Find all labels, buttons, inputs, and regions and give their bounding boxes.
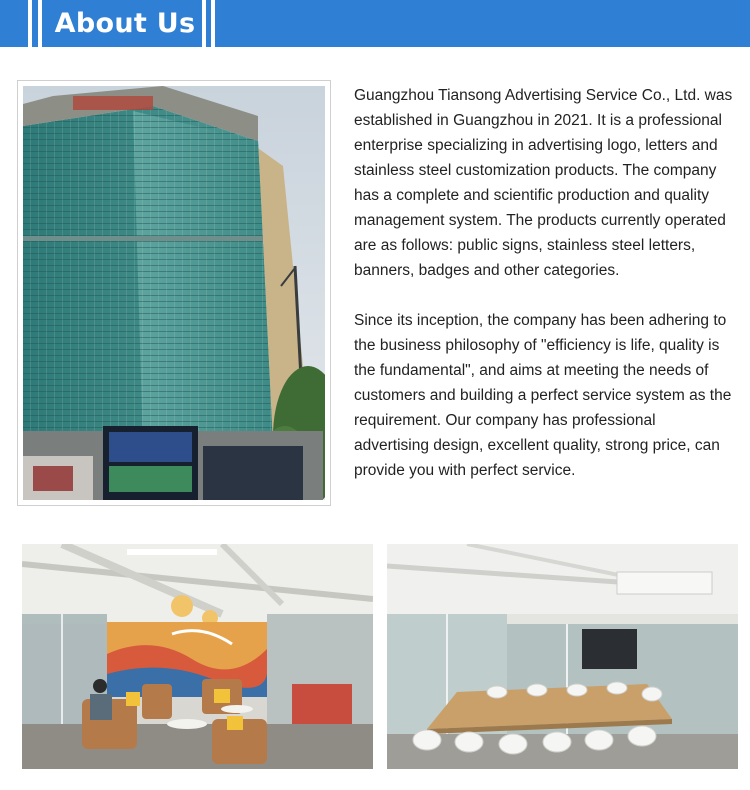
lounge-photo — [22, 544, 373, 769]
description-paragraph: Since its inception, the company has been adhering to the business philosophy of "efficiency is life, quality is the fundamental", and aims at meeting the needs of customers and building a perfect service system as the requirement. Our company has professional advertising design, excellent quality, strong price, can provide you with perfect service. — [354, 312, 732, 479]
description-paragraph: Guangzhou Tiansong Advertising Service Co., Ltd. was established in Guangzhou in 2021. It is a professional enterprise specializing in advertising logo, letters and stainless steel customization products. The company has a complete and scientific production and quality management system. The products currently operated are as follows: public signs, stainless steel letters, banners, badges and other categories. — [354, 87, 733, 279]
header-banner — [0, 0, 750, 47]
meeting-room-photo — [387, 544, 738, 769]
banner-divider — [202, 0, 206, 47]
banner-divider — [28, 0, 32, 47]
building-photo — [17, 80, 331, 506]
building-image — [23, 86, 325, 500]
banner-divider — [38, 0, 42, 47]
page-title: About Us — [54, 8, 196, 39]
banner-divider — [211, 0, 215, 47]
company-description — [354, 83, 734, 483]
lounge-image — [22, 544, 373, 769]
meeting-room-image — [387, 544, 738, 769]
